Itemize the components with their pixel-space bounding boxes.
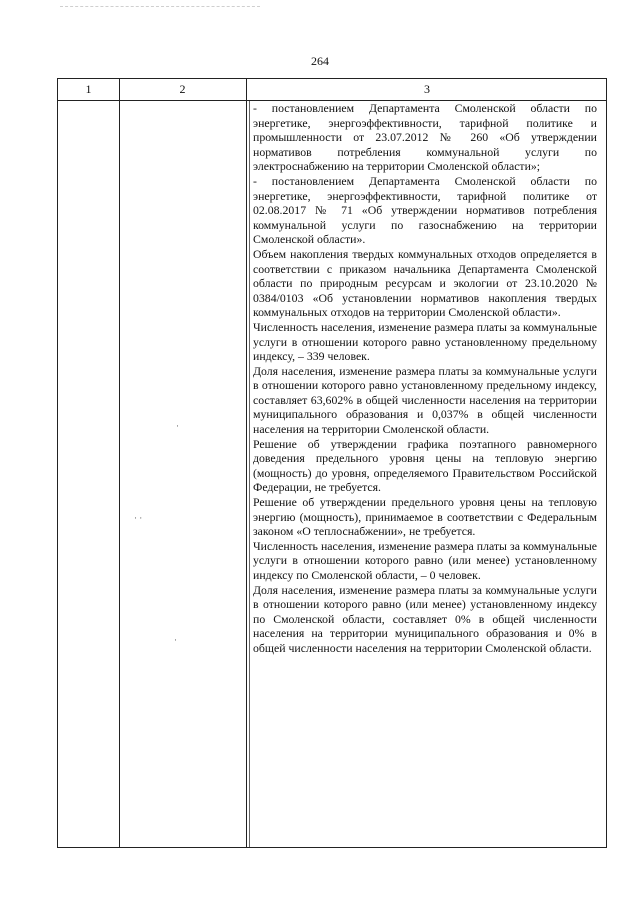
scan-speck: · · [134,513,143,523]
column-divider [119,79,120,847]
column-header-3: 3 [424,82,430,96]
document-table [57,78,607,848]
paragraph: Решение об утверждении графика поэтапного равномерного доведения предельного уровня цены на тепловую энергию (мощность) до уровня, определяемого Правительством Российской Федерации, не требуется. [253,436,597,495]
page-number: 264 [311,54,329,68]
paragraph: Численность населения, изменение размера платы за коммунальные услуги в отношении которого равно (или менее) установленному индексу по Смоленской области, – 0 человек. [253,538,597,582]
paragraph: Доля населения, изменение размера платы за коммунальные услуги в отношении которого равно (или менее) установленному индексу по Смоленской области, составляет 0% в общей численности населения на территории муниципального образования и 0% в общей численности населения на территории Смоленской области. [253,582,597,655]
scan-speck: · [176,421,179,431]
column-3-content [253,101,597,656]
column-header-2: 2 [179,82,186,96]
column-divider [246,79,247,847]
paragraph: Решение об утверждении предельного уровня цены на тепловую энергию (мощность), принимаемое в соответствии с Федеральным законом «О теплоснабжении», не требуется. [253,495,597,539]
scan-speck: · [174,635,177,645]
column-divider-double [249,100,250,847]
paragraph: Доля населения, изменение размера платы за коммунальные услуги в отношении которого равно установленному предельному индексу, составляет 63,602% в общей численности населения на территории муниципального образования и 0,037% в общей численности населения на территории Смоленской области. [253,363,597,437]
paragraph: Численность населения, изменение размера платы за коммунальные услуги в отношении которого равно установленному предельному индексу, – 339 человек. [253,319,597,364]
paragraph: - постановлением Департамента Смоленской области по энергетике, энергоэффективности, тарифной политике и промышленности от 23.07.2012 № 260 «Об утверждении нормативов потребления коммунальной услуги по электроснабжению на территории Смоленской области»; [253,101,597,174]
column-header-1: 1 [85,82,92,96]
scan-artifact [60,6,260,9]
paragraph: Объем накопления твердых коммунальных отходов определяется в соответствии с приказом начальника Департамента Смоленской области по природным ресурсам и экологии от 23.10.2020 № 0384/0103 «Об установлении нормативов накопления твердых коммунальных отходов на территории Смоленской области». [253,246,597,320]
paragraph: - постановлением Департамента Смоленской области по энергетике, энергоэффективности, тарифной политике от 02.08.2017 № 71 «Об утверждении нормативов потребления коммунальной услуги по газоснабжению на территории Смоленской области». [253,173,597,247]
